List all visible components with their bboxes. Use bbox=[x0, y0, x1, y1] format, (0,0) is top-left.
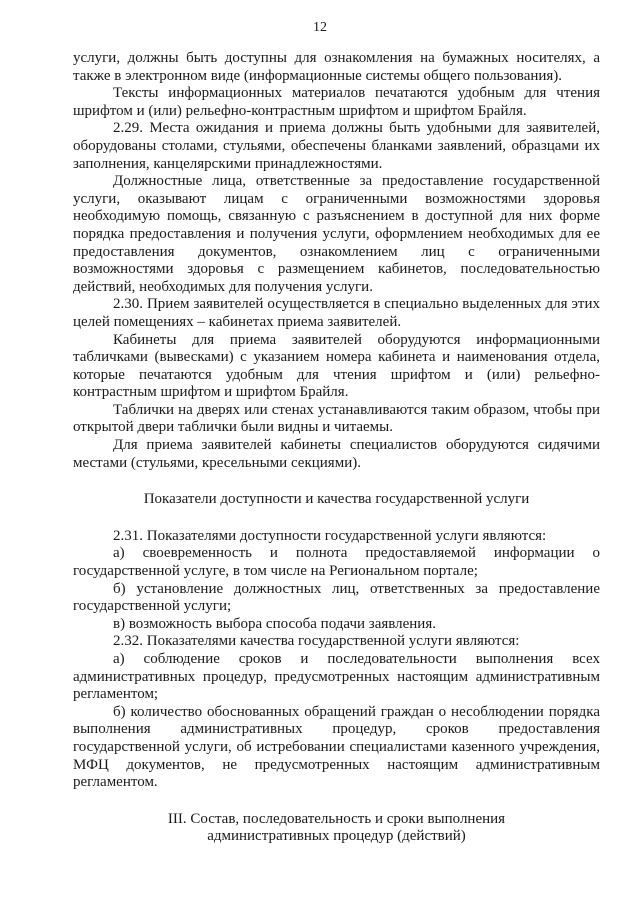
paragraph: Таблички на дверях или стенах устанавливаются таким образом, чтобы при открытой двери таблички были видны и читаемы. bbox=[73, 401, 600, 436]
paragraph: Тексты информационных материалов печатаются удобным для чтения шрифтом и (или) рельефно-контрастным шрифтом и шрифтом Брайля. bbox=[73, 85, 600, 119]
chapter-heading-line: III. Состав, последовательность и сроки выполнения bbox=[167, 810, 506, 827]
paragraph: б) количество обоснованных обращений граждан о несоблюдении порядка выполнения административных процедур, сроков предоставления государственной услуги, об истребовании специалистами казенного учреждения, МФЦ документов, не предусмотренных настоящим административным регламентом. bbox=[73, 703, 600, 791]
chapter-heading bbox=[73, 811, 600, 846]
paragraph: Для приема заявителей кабинеты специалистов оборудуются сидячими местами (стульями, кресельными секциями). bbox=[73, 437, 600, 471]
chapter-heading-line: административных процедур (действий) bbox=[207, 828, 466, 845]
paragraph: б) установление должностных лиц, ответственных за предоставление государственной услуги; bbox=[73, 580, 600, 615]
paragraph: 2.31. Показателями доступности государственной услуги являются: bbox=[113, 527, 547, 544]
paragraph: 2.32. Показателями качества государственной услуги являются: bbox=[113, 633, 520, 650]
paragraph: 2.30. Прием заявителей осуществляется в специально выделенных для этих целей помещениях – кабинетах приема заявителей. bbox=[73, 296, 600, 330]
page-number: 12 bbox=[313, 20, 327, 35]
paragraph: услуги, должны быть доступны для ознакомления на бумажных носителях, а также в электронном виде (информационные системы общего пользования). bbox=[73, 50, 600, 84]
paragraph: в) возможность выбора способа подачи заявления. bbox=[113, 615, 436, 632]
paragraph: Кабинеты для приема заявителей оборудуются информационными табличками (вывесками) с указанием номера кабинета и наименования отдела, которые печатаются удобным для чтения шрифтом и (или) рельефно-контрастным шрифтом и шрифтом Брайля. bbox=[73, 331, 600, 401]
paragraph: а) своевременность и полнота предоставляемой информации о государственной услуге, в том числе на Региональном портале; bbox=[73, 545, 600, 580]
section-heading: Показатели доступности и качества государственной услуги bbox=[143, 491, 530, 508]
paragraph: а) соблюдение сроков и последовательности выполнения всех административных процедур, предусмотренных настоящим административным регламентом; bbox=[73, 651, 600, 703]
document-body bbox=[73, 50, 600, 846]
paragraph: Должностные лица, ответственные за предоставление государственной услуги, оказывают лицам с ограниченными возможностями здоровья необходимую помощь, связанную с разъяснением в доступной для них форме порядка предоставления и получения услуги, оформлением необходимых для ее предоставления документов, ознакомлением лиц с ограниченными возможностями здоровья с размещением кабинетов, последовательностью действий, необходимых для получения услуги. bbox=[73, 173, 600, 295]
paragraph: 2.29. Места ожидания и приема должны быть удобными для заявителей, оборудованы столами, стульями, обеспечены бланками заявлений, образцами их заполнения, канцелярскими принадлежностями. bbox=[73, 120, 600, 172]
